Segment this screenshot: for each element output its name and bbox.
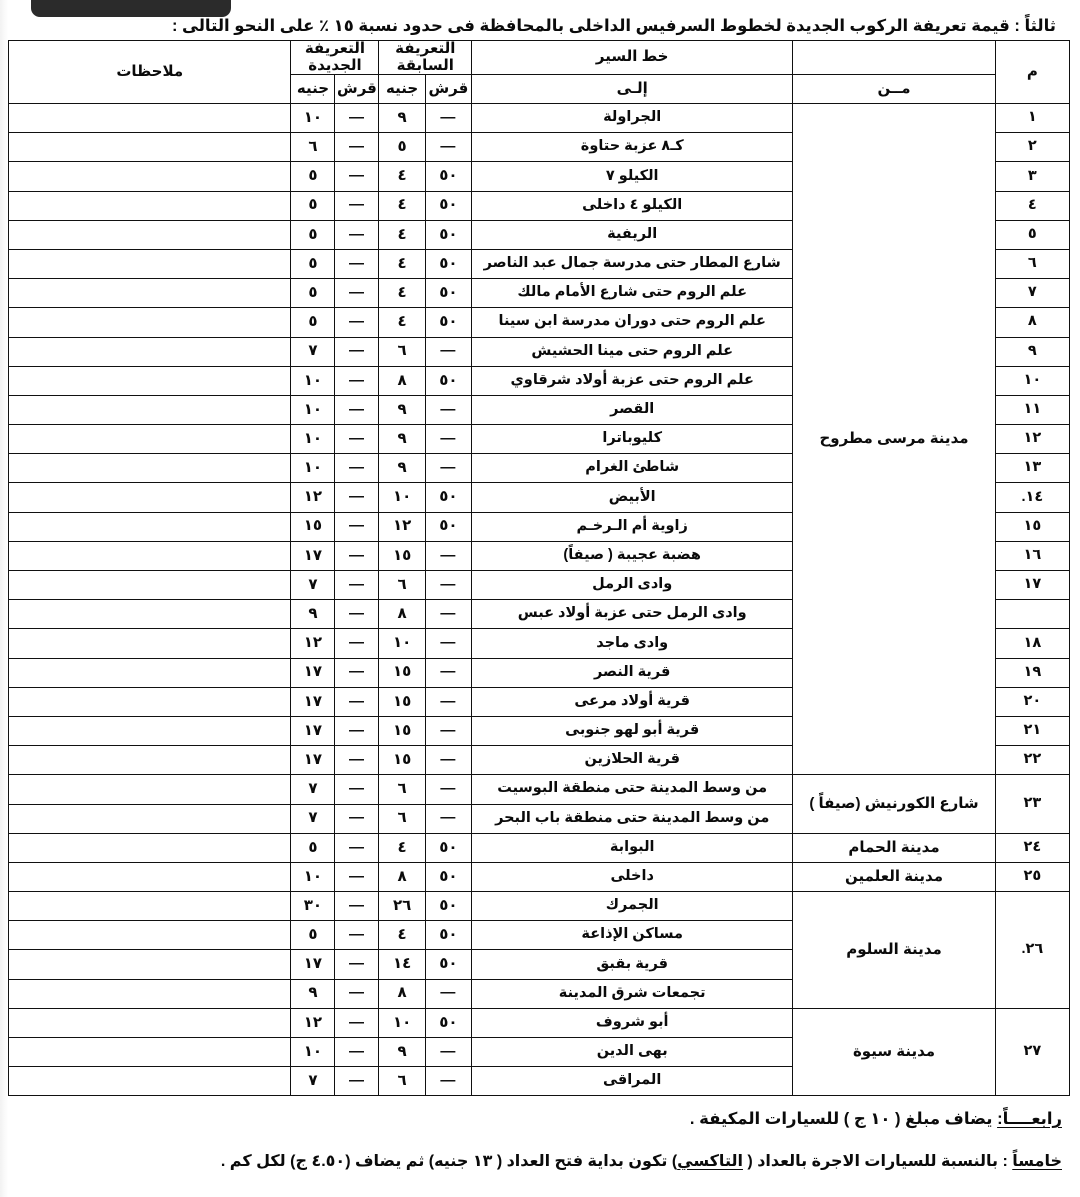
cell-number: ١٥ xyxy=(995,512,1069,541)
cell-new-pound: ٧ xyxy=(291,571,335,600)
cell-previous-pound: ٦ xyxy=(379,337,425,366)
cell-previous-pound: ٢٦ xyxy=(379,892,425,921)
cell-to: بهى الدين xyxy=(472,1038,793,1067)
cell-new-piaster: — xyxy=(335,162,379,191)
cell-number: ١٩ xyxy=(995,658,1069,687)
cell-to: القصر xyxy=(472,395,793,424)
cell-new-piaster: — xyxy=(335,104,379,133)
cell-notes xyxy=(9,775,291,804)
cell-previous-piaster: ٥٠ xyxy=(425,220,471,249)
cell-previous-pound: ١٥ xyxy=(379,658,425,687)
cell-number xyxy=(995,600,1069,629)
cell-new-piaster: — xyxy=(335,1067,379,1096)
cell-previous-piaster: — xyxy=(425,541,471,570)
cell-notes xyxy=(9,191,291,220)
cell-new-piaster: — xyxy=(335,716,379,745)
cell-previous-pound: ٨ xyxy=(379,600,425,629)
cell-new-pound: ١٠ xyxy=(291,1038,335,1067)
cell-new-piaster: — xyxy=(335,892,379,921)
cell-previous-pound: ١٤ xyxy=(379,950,425,979)
cell-notes xyxy=(9,454,291,483)
cell-number: ٧ xyxy=(995,279,1069,308)
cell-notes xyxy=(9,104,291,133)
cell-new-piaster: — xyxy=(335,979,379,1008)
cell-previous-piaster: ٥٠ xyxy=(425,249,471,278)
cell-previous-piaster: ٥٠ xyxy=(425,162,471,191)
cell-number: ٢٠ xyxy=(995,687,1069,716)
cell-previous-piaster: ٥٠ xyxy=(425,191,471,220)
cell-notes xyxy=(9,483,291,512)
cell-new-pound: ١٧ xyxy=(291,716,335,745)
fare-table-container xyxy=(8,40,1070,1096)
cell-previous-pound: ٩ xyxy=(379,425,425,454)
cell-to: علم الروم حتى دوران مدرسة ابن سينا xyxy=(472,308,793,337)
note-five xyxy=(18,1151,1062,1171)
cell-new-piaster: — xyxy=(335,658,379,687)
cell-to: من وسط المدينة حتى منطقة البوسيت xyxy=(472,775,793,804)
cell-new-piaster: — xyxy=(335,600,379,629)
cell-previous-piaster: ٥٠ xyxy=(425,279,471,308)
note-five-text-b: ) تكون بداية فتح العداد ( ١٣ جنيه) ثم يضاف (٤.٥٠ ج) لكل كم . xyxy=(220,1153,678,1170)
cell-previous-piaster: ٥٠ xyxy=(425,833,471,862)
cell-notes xyxy=(9,833,291,862)
cell-new-piaster: — xyxy=(335,483,379,512)
cell-to: قرية النصر xyxy=(472,658,793,687)
cell-number: ٨ xyxy=(995,308,1069,337)
cell-new-pound: ١٠ xyxy=(291,425,335,454)
cell-to: الجراولة xyxy=(472,104,793,133)
cell-from: شارع الكورنيش (صيفاً ) xyxy=(793,775,995,833)
table-body xyxy=(9,104,1070,1096)
cell-previous-piaster: ٥٠ xyxy=(425,1008,471,1037)
cell-to: البوابة xyxy=(472,833,793,862)
cell-previous-piaster: ٥٠ xyxy=(425,483,471,512)
cell-new-pound: ٣٠ xyxy=(291,892,335,921)
cell-number: ١ xyxy=(995,104,1069,133)
cell-notes xyxy=(9,512,291,541)
cell-to: تجمعات شرق المدينة xyxy=(472,979,793,1008)
cell-new-pound: ١٧ xyxy=(291,541,335,570)
cell-new-piaster: — xyxy=(335,220,379,249)
cell-new-piaster: — xyxy=(335,366,379,395)
cell-new-pound: ١٧ xyxy=(291,687,335,716)
cell-notes xyxy=(9,862,291,891)
cell-previous-pound: ١٥ xyxy=(379,716,425,745)
cell-previous-piaster: ٥٠ xyxy=(425,512,471,541)
cell-previous-pound: ٨ xyxy=(379,862,425,891)
cell-notes xyxy=(9,133,291,162)
cell-previous-piaster: — xyxy=(425,600,471,629)
cell-previous-piaster: ٥٠ xyxy=(425,921,471,950)
cell-to: علم الروم حتى عزبة أولاد شرقاوي xyxy=(472,366,793,395)
cell-previous-piaster: — xyxy=(425,658,471,687)
cell-previous-piaster: — xyxy=(425,395,471,424)
cell-notes xyxy=(9,308,291,337)
cell-new-pound: ٥ xyxy=(291,220,335,249)
cell-previous-pound: ٤ xyxy=(379,279,425,308)
cell-new-piaster: — xyxy=(335,512,379,541)
col-header-number: م xyxy=(995,41,1069,104)
cell-notes xyxy=(9,687,291,716)
cell-new-pound: ٧ xyxy=(291,804,335,833)
cell-number: ٢٧ xyxy=(995,1008,1069,1096)
note-four-text: يضاف مبلغ ( ١٠ ج ) للسيارات المكيفة . xyxy=(689,1110,998,1128)
cell-number: ٢ xyxy=(995,133,1069,162)
cell-number: ٢٤ xyxy=(995,833,1069,862)
cell-to: الأبيض xyxy=(472,483,793,512)
cell-number: ١٤. xyxy=(995,483,1069,512)
cell-to: قرية الحلازين xyxy=(472,746,793,775)
cell-new-pound: ٥ xyxy=(291,308,335,337)
cell-new-pound: ١٢ xyxy=(291,1008,335,1037)
cell-number: ١٣ xyxy=(995,454,1069,483)
col-header-route: خط السير xyxy=(472,41,793,75)
cell-previous-pound: ١٠ xyxy=(379,483,425,512)
cell-new-piaster: — xyxy=(335,950,379,979)
cell-previous-piaster: ٥٠ xyxy=(425,308,471,337)
cell-number: ٤ xyxy=(995,191,1069,220)
cell-previous-piaster: — xyxy=(425,687,471,716)
table-row xyxy=(9,1008,1070,1037)
cell-previous-piaster: — xyxy=(425,775,471,804)
cell-new-piaster: — xyxy=(335,1038,379,1067)
cell-new-pound: ٥ xyxy=(291,249,335,278)
cell-new-piaster: — xyxy=(335,746,379,775)
col-header-previous-fare: التعريفة السابقة xyxy=(379,41,472,75)
table-header-row-top xyxy=(9,41,1070,75)
cell-to: مساكن الإذاعة xyxy=(472,921,793,950)
fare-table xyxy=(8,40,1070,1096)
note-four-prefix: رابعــــاً: xyxy=(997,1110,1062,1128)
cell-to: قرية أبو لهو جنوبى xyxy=(472,716,793,745)
cell-previous-piaster: ٥٠ xyxy=(425,366,471,395)
col-header-notes: ملاحظات xyxy=(9,41,291,104)
cell-number: ٢٦. xyxy=(995,892,1069,1009)
cell-new-pound: ١٠ xyxy=(291,104,335,133)
cell-previous-pound: ١٠ xyxy=(379,1008,425,1037)
cell-notes xyxy=(9,366,291,395)
table-row xyxy=(9,862,1070,891)
cell-notes xyxy=(9,921,291,950)
cell-previous-pound: ١٠ xyxy=(379,629,425,658)
cell-to: الكيلو ٧ xyxy=(472,162,793,191)
cell-to: كليوباترا xyxy=(472,425,793,454)
cell-previous-pound: ٩ xyxy=(379,395,425,424)
cell-previous-pound: ٨ xyxy=(379,979,425,1008)
cell-to: الريفية xyxy=(472,220,793,249)
cell-new-piaster: — xyxy=(335,833,379,862)
note-five-text-a: : بالنسبة للسيارات الاجرة بالعداد ( xyxy=(742,1153,1013,1170)
note-five-prefix: خامساً xyxy=(1012,1153,1062,1170)
cell-to: علم الروم حتى مينا الحشيش xyxy=(472,337,793,366)
cell-new-pound: ٧ xyxy=(291,775,335,804)
cell-notes xyxy=(9,1038,291,1067)
cell-new-pound: ١٠ xyxy=(291,366,335,395)
cell-new-pound: ١٠ xyxy=(291,454,335,483)
cell-previous-pound: ٤ xyxy=(379,220,425,249)
cell-new-pound: ١٢ xyxy=(291,483,335,512)
cell-new-piaster: — xyxy=(335,541,379,570)
cell-new-pound: ٥ xyxy=(291,921,335,950)
cell-number: ٥ xyxy=(995,220,1069,249)
cell-previous-pound: ٦ xyxy=(379,571,425,600)
cell-number: ٢٣ xyxy=(995,775,1069,833)
cell-new-piaster: — xyxy=(335,133,379,162)
cell-notes xyxy=(9,162,291,191)
cell-new-piaster: — xyxy=(335,191,379,220)
col-header-new-fare: التعريفة الجديدة xyxy=(291,41,379,75)
cell-previous-pound: ١٥ xyxy=(379,687,425,716)
cell-notes xyxy=(9,979,291,1008)
cell-to: كـ٨ عزبة حتاوة xyxy=(472,133,793,162)
cell-new-pound: ١٧ xyxy=(291,658,335,687)
cell-to: علم الروم حتى شارع الأمام مالك xyxy=(472,279,793,308)
cell-previous-pound: ٩ xyxy=(379,454,425,483)
cell-new-piaster: — xyxy=(335,862,379,891)
cell-previous-piaster: — xyxy=(425,425,471,454)
cell-previous-pound: ٤ xyxy=(379,162,425,191)
cell-to: هضبة عجيبة ( صيفاً) xyxy=(472,541,793,570)
cell-to: زاوية أم الـرخـم xyxy=(472,512,793,541)
cell-number: ١١ xyxy=(995,395,1069,424)
cell-new-piaster: — xyxy=(335,279,379,308)
cell-to: وادى ماجد xyxy=(472,629,793,658)
cell-number: ٦ xyxy=(995,249,1069,278)
cell-new-piaster: — xyxy=(335,775,379,804)
cell-new-pound: ١٠ xyxy=(291,862,335,891)
cell-new-piaster: — xyxy=(335,308,379,337)
cell-notes xyxy=(9,1067,291,1096)
cell-notes xyxy=(9,658,291,687)
cell-previous-pound: ٩ xyxy=(379,1038,425,1067)
cell-number: ٢٢ xyxy=(995,746,1069,775)
cell-previous-pound: ٦ xyxy=(379,775,425,804)
cell-new-piaster: — xyxy=(335,629,379,658)
cell-to: قرية بقبق xyxy=(472,950,793,979)
cell-previous-pound: ٩ xyxy=(379,104,425,133)
note-four xyxy=(18,1109,1062,1129)
cell-new-pound: ١٧ xyxy=(291,746,335,775)
cell-new-pound: ٩ xyxy=(291,600,335,629)
cell-notes xyxy=(9,804,291,833)
cell-notes xyxy=(9,425,291,454)
cell-from: مدينة السلوم xyxy=(793,892,995,1009)
cell-to: داخلى xyxy=(472,862,793,891)
cell-from: مدينة العلمين xyxy=(793,862,995,891)
cell-new-pound: ١٥ xyxy=(291,512,335,541)
cell-number: ١٧ xyxy=(995,571,1069,600)
cell-notes xyxy=(9,279,291,308)
cell-previous-pound: ٨ xyxy=(379,366,425,395)
cell-to: أبو شروف xyxy=(472,1008,793,1037)
table-row xyxy=(9,833,1070,862)
cell-number: ١٠ xyxy=(995,366,1069,395)
cell-to: الجمرك xyxy=(472,892,793,921)
col-header-from: مــن xyxy=(793,75,995,104)
note-five-taxi-word: التاكسي xyxy=(677,1153,743,1170)
cell-to: الكيلو ٤ داخلى xyxy=(472,191,793,220)
table-row xyxy=(9,775,1070,804)
cell-previous-piaster: — xyxy=(425,1038,471,1067)
cell-previous-pound: ٤ xyxy=(379,833,425,862)
cell-new-pound: ٩ xyxy=(291,979,335,1008)
cell-new-pound: ١٢ xyxy=(291,629,335,658)
cell-previous-piaster: ٥٠ xyxy=(425,950,471,979)
cell-from: مدينة مرسى مطروح xyxy=(793,104,995,775)
cell-to: قرية أولاد مرعى xyxy=(472,687,793,716)
page-title: ثالثاً : قيمة تعريفة الركوب الجديدة لخطوط السرفيس الداخلى بالمحافظة فى حدود نسبة ١٥ ٪ على النحو التالى : xyxy=(171,17,1056,35)
footer-notes xyxy=(18,1109,1062,1171)
cell-from: مدينة سيوة xyxy=(793,1008,995,1096)
cell-previous-pound: ٤ xyxy=(379,921,425,950)
cell-notes xyxy=(9,746,291,775)
cell-new-pound: ١٧ xyxy=(291,950,335,979)
cell-number: ٢١ xyxy=(995,716,1069,745)
cell-new-pound: ٧ xyxy=(291,1067,335,1096)
cell-previous-piaster: — xyxy=(425,746,471,775)
cell-number: ٩ xyxy=(995,337,1069,366)
cell-previous-piaster: — xyxy=(425,337,471,366)
cell-new-piaster: — xyxy=(335,249,379,278)
cell-number: ١٢ xyxy=(995,425,1069,454)
cell-notes xyxy=(9,249,291,278)
cell-new-piaster: — xyxy=(335,454,379,483)
cell-to: شاطئ الغرام xyxy=(472,454,793,483)
cell-previous-piaster: — xyxy=(425,571,471,600)
cell-new-piaster: — xyxy=(335,395,379,424)
cell-number: ١٦ xyxy=(995,541,1069,570)
cell-notes xyxy=(9,600,291,629)
cell-previous-piaster: — xyxy=(425,716,471,745)
cell-number: ٣ xyxy=(995,162,1069,191)
cell-new-piaster: — xyxy=(335,921,379,950)
cell-to: وادى الرمل حتى عزبة أولاد عبس xyxy=(472,600,793,629)
cell-new-piaster: — xyxy=(335,337,379,366)
cell-previous-piaster: — xyxy=(425,804,471,833)
cell-new-pound: ٦ xyxy=(291,133,335,162)
table-header xyxy=(9,41,1070,104)
cell-previous-piaster: ٥٠ xyxy=(425,892,471,921)
cell-new-pound: ٥ xyxy=(291,162,335,191)
col-header-to: إلـى xyxy=(472,75,793,104)
col-header-route-group-from-top xyxy=(793,41,995,75)
cell-new-piaster: — xyxy=(335,425,379,454)
table-row xyxy=(9,892,1070,921)
col-header-new-pound: جنيه xyxy=(291,75,335,104)
cell-previous-piaster: — xyxy=(425,454,471,483)
cell-to: وادى الرمل xyxy=(472,571,793,600)
cell-to: المراقى xyxy=(472,1067,793,1096)
cell-previous-piaster: — xyxy=(425,133,471,162)
cell-new-pound: ٧ xyxy=(291,337,335,366)
cell-notes xyxy=(9,950,291,979)
cell-new-pound: ٥ xyxy=(291,279,335,308)
cell-to: شارع المطار حتى مدرسة جمال عبد الناصر xyxy=(472,249,793,278)
cell-previous-pound: ١٥ xyxy=(379,541,425,570)
col-header-previous-pound: جنيه xyxy=(379,75,425,104)
cell-number: ١٨ xyxy=(995,629,1069,658)
cell-previous-piaster: — xyxy=(425,979,471,1008)
cell-previous-pound: ٥ xyxy=(379,133,425,162)
cell-previous-piaster: — xyxy=(425,629,471,658)
cell-new-piaster: — xyxy=(335,1008,379,1037)
cell-previous-piaster: — xyxy=(425,1067,471,1096)
cell-to: من وسط المدينة حتى منطقة باب البحر xyxy=(472,804,793,833)
cell-notes xyxy=(9,716,291,745)
cell-number: ٢٥ xyxy=(995,862,1069,891)
cell-previous-pound: ٦ xyxy=(379,804,425,833)
cell-notes xyxy=(9,541,291,570)
cell-new-piaster: — xyxy=(335,687,379,716)
cell-previous-pound: ١٥ xyxy=(379,746,425,775)
cell-notes xyxy=(9,395,291,424)
cell-previous-pound: ٤ xyxy=(379,249,425,278)
cell-notes xyxy=(9,629,291,658)
cell-new-pound: ٥ xyxy=(291,191,335,220)
cell-previous-piaster: — xyxy=(425,104,471,133)
cell-notes xyxy=(9,220,291,249)
cell-previous-pound: ٦ xyxy=(379,1067,425,1096)
cell-previous-pound: ٤ xyxy=(379,308,425,337)
cell-notes xyxy=(9,337,291,366)
cell-new-pound: ٥ xyxy=(291,833,335,862)
cell-notes xyxy=(9,892,291,921)
cell-previous-pound: ١٢ xyxy=(379,512,425,541)
cell-previous-pound: ٤ xyxy=(379,191,425,220)
cell-notes xyxy=(9,571,291,600)
table-row xyxy=(9,104,1070,133)
col-header-new-piaster: قرش xyxy=(335,75,379,104)
cell-from: مدينة الحمام xyxy=(793,833,995,862)
cell-previous-piaster: ٥٠ xyxy=(425,862,471,891)
cell-new-pound: ١٠ xyxy=(291,395,335,424)
col-header-previous-piaster: قرش xyxy=(425,75,471,104)
cell-new-piaster: — xyxy=(335,571,379,600)
cell-new-piaster: — xyxy=(335,804,379,833)
cell-notes xyxy=(9,1008,291,1037)
